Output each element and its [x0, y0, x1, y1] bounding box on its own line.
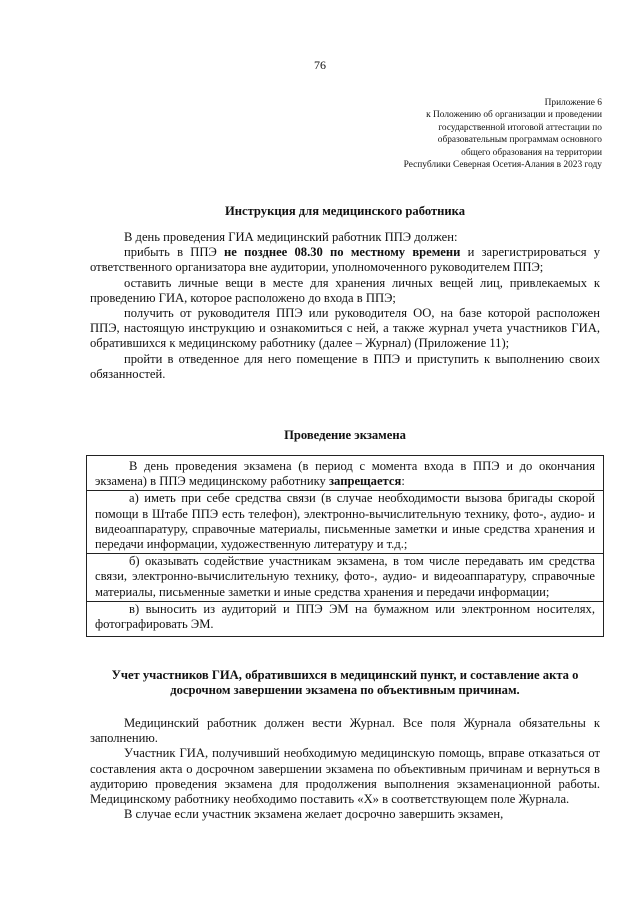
exam-heading: Проведение экзамена	[284, 428, 406, 442]
refusal-paragraph: Участник ГИА, получивший необходимую медицинскую помощь, вправе отказаться от составления акта о досрочном завершении экзамена по объективным причинам и вернуться в аудиторию проведения экзамена для продолжения выполнения экзаменационной работы. Медицинскому работнику необходимо поставить «Х» в соответствующем поле Журнала.	[90, 746, 600, 807]
item-belongings: оставить личные вещи в месте для хранения личных вещей лиц, привлекаемых к проведению ГИА, которое расположено до входа в ППЭ;	[90, 275, 600, 305]
section2-body	[90, 716, 600, 822]
appendix-line: государственной итоговой аттестации по	[438, 122, 602, 133]
prohibitions-box	[86, 455, 604, 637]
arrival-deadline: не позднее 08.30 по местному времени	[224, 245, 461, 260]
item-get-instruction: получить от руководителя ППЭ или руководителя ОО, на базе которой расположен ППЭ, настоящую инструкцию и ознакомиться с ней, а также журнал учета участников ГИА, обратившихся к медицинскому работнику (далее – Журнал) (Приложение 11);	[90, 306, 600, 351]
appendix-line: общего образования на территории	[461, 147, 602, 158]
item-arrival-pre: прибыть в ППЭ	[124, 245, 225, 260]
prohibitions-intro-post: :	[401, 474, 405, 489]
instructions-body	[90, 230, 600, 382]
prohibited-word: запрещается	[329, 474, 402, 489]
journal-paragraph: Медицинский работник должен вести Журнал. Все поля Журнала обязательны к заполнению.	[90, 716, 600, 746]
intro-paragraph: В день проведения ГИА медицинский работник ППЭ должен:	[124, 230, 458, 244]
prohibitions-intro-pre: В день проведения экзамена (в период с момента входа в ППЭ и до окончания экзамена) в ППЭ медицинскому работнику	[95, 459, 595, 489]
prohibitions-intro	[95, 459, 595, 489]
item-arrival	[90, 245, 600, 275]
appendix-line: к Положению об организации и проведении	[426, 110, 602, 121]
appendix-line: Республики Северная Осетия-Алания в 2023 году	[403, 160, 602, 171]
appendix-line: образовательным программам основного	[437, 135, 602, 146]
document-title: Инструкция для медицинского работника	[224, 204, 466, 218]
prohibition-c: в) выносить из аудиторий и ППЭ ЭМ на бумажном или электронном носителях, фотографировать ЭМ.	[95, 601, 595, 632]
appendix-note	[342, 97, 602, 171]
item-arrival-post: и зарегистрироваться у ответственного организатора вне аудитории, уполномоченного руководителем ППЭ;	[90, 245, 601, 275]
appendix-line: Приложение 6	[544, 98, 602, 108]
prohibition-a: а) иметь при себе средства связи (в случае необходимости вызова бригады скорой помощи в Штабе ППЭ есть телефон), электронно-вычислительную технику, фото-, аудио- и видеоаппаратуру, справочные материалы, письменные заметки и иные средства хранения и передачи информации, художественную литературу и т.д.;	[95, 491, 595, 552]
early-finish-paragraph: В случае если участник экзамена желает досрочно завершить экзамен,	[124, 807, 504, 822]
prohibition-b: б) оказывать содействие участникам экзамена, в том числе передавать им средства связи, электронно-вычислительную технику, фото-, аудио- и видеоаппаратуру, справочные материалы, письменные заметки и иные средства хранения и передачи информации;	[95, 554, 595, 599]
item-go-to-room: пройти в отведенное для него помещение в ППЭ и приступить к выполнению своих обязанностей.	[90, 351, 600, 381]
section2-heading: Учет участников ГИА, обратившихся в медицинский пункт, и составление акта о досрочном завершении экзамена по объективным причинам.	[111, 668, 579, 698]
page-number: 76	[314, 58, 326, 72]
